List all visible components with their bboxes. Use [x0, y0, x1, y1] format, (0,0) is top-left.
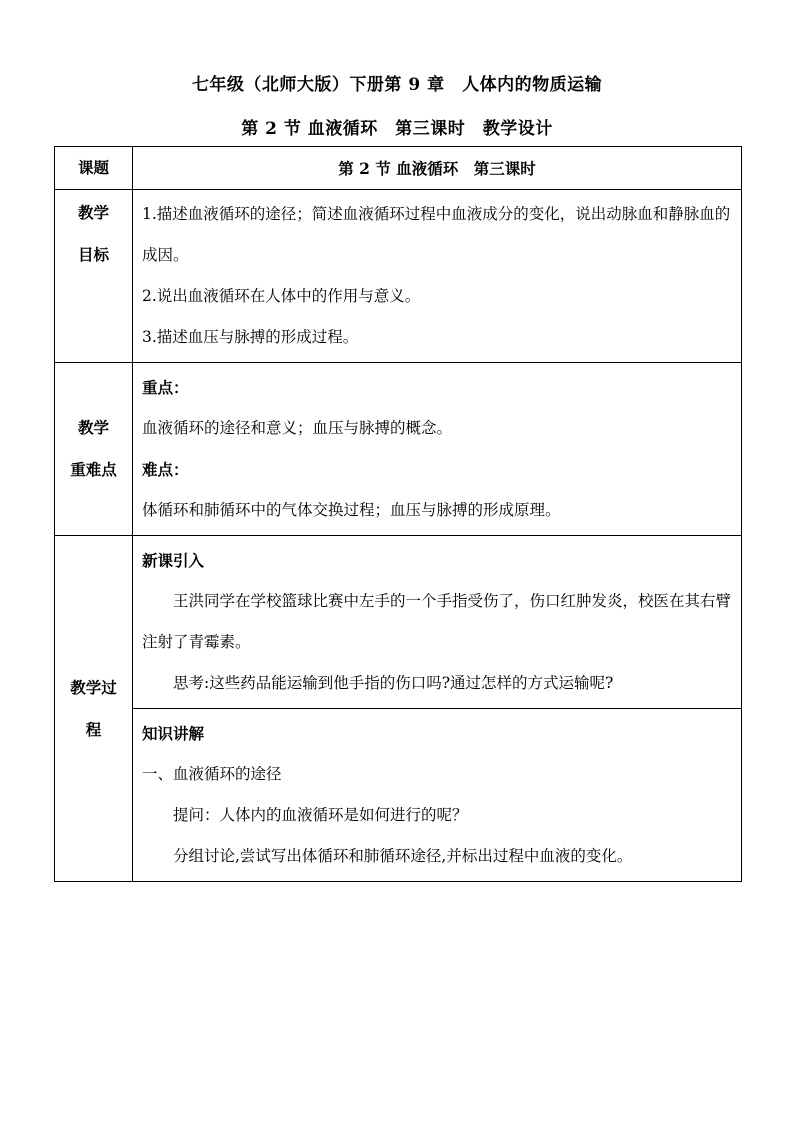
- process-knowledge-row: [55, 709, 742, 882]
- task-text: 分组讨论,尝试写出体循环和肺循环途径,并标出过程中血液的变化。: [173, 847, 633, 865]
- section-heading: 一、血液循环的途径: [142, 765, 282, 783]
- topic-value-cell: [133, 147, 742, 190]
- intro-question: 思考:这些药品能运输到他手指的伤口吗?通过怎样的方式运输呢?: [173, 674, 614, 692]
- objectives-label: 教学 目标: [55, 190, 133, 363]
- key-text: 血液循环的途径和意义；血压与脉搏的概念。: [142, 419, 453, 437]
- question-text: 提问：人体内的血液循环是如何进行的呢？: [173, 806, 468, 824]
- objective-item: 3.描述血压与脉搏的形成过程。: [142, 328, 359, 346]
- key-points-row: [55, 363, 742, 536]
- difficulty-heading: 难点：: [142, 460, 189, 479]
- objective-item: 2.说出血液循环在人体中的作用与意义。: [142, 287, 421, 305]
- topic-row: [55, 147, 742, 190]
- lesson-plan-table: [54, 146, 742, 882]
- key-heading: 重点：: [142, 378, 189, 397]
- intro-heading: 新课引入: [142, 551, 205, 570]
- topic-label: 课题: [55, 147, 133, 190]
- key-points-label: 教学 重难点: [55, 363, 133, 536]
- process-label: 教学过 程: [55, 536, 133, 882]
- intro-cell: [133, 536, 742, 709]
- objectives-row: [55, 190, 742, 363]
- objectives-cell: [133, 190, 742, 363]
- knowledge-cell: [133, 709, 742, 882]
- knowledge-heading: 知识讲解: [142, 724, 205, 743]
- difficulty-text: 体循环和肺循环中的气体交换过程；血压与脉搏的形成原理。: [142, 501, 561, 519]
- process-intro-row: [55, 536, 742, 709]
- intro-paragraph: 王洪同学在学校篮球比赛中左手的一个手指受伤了，伤口红肿发炎，校医在其右臂注射了青霉素。: [142, 592, 732, 651]
- topic-value: 第 2 节 血液循环 第三课时: [338, 158, 536, 178]
- document-title: 七年级（北师大版）下册第 9 章 人体内的物质运输: [191, 75, 603, 95]
- objective-item: 1.描述血液循环的途径；简述血液循环过程中血液成分的变化，说出动脉血和静脉血的成因。: [142, 205, 731, 264]
- key-points-cell: [133, 363, 742, 536]
- document-subtitle: 第 2 节 血液循环 第三课时 教学设计: [241, 119, 553, 139]
